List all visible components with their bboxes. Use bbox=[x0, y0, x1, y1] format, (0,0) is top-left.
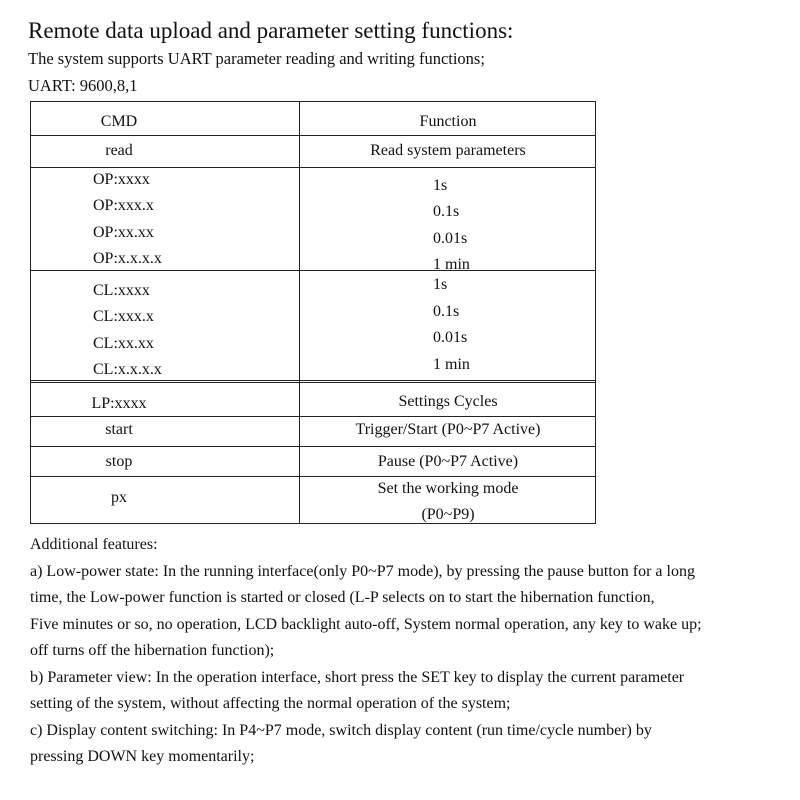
header-function: Function bbox=[419, 113, 477, 130]
cmd-cell: stop bbox=[105, 453, 133, 470]
feature-line: pressing DOWN key momentarily; bbox=[30, 748, 255, 765]
table-header-row bbox=[31, 102, 595, 136]
cmd-cell: CL:xxx.x bbox=[93, 308, 154, 325]
additional-heading: Additional features: bbox=[30, 536, 158, 553]
cmd-cell: LP:xxxx bbox=[91, 395, 147, 412]
intro-text: The system supports UART parameter reading and writing functions; bbox=[28, 49, 485, 68]
function-cell: 1 min bbox=[433, 256, 470, 273]
cmd-cell: px bbox=[111, 489, 127, 506]
function-cell: (P0~P9) bbox=[421, 506, 475, 523]
table-row bbox=[31, 136, 595, 168]
cmd-cell: CL:xx.xx bbox=[93, 335, 154, 352]
header-cmd: CMD bbox=[100, 113, 138, 130]
feature-line: setting of the system, without affecting the normal operation of the system; bbox=[30, 695, 511, 712]
function-cell: 0.1s bbox=[433, 303, 460, 320]
table-row bbox=[31, 271, 595, 383]
feature-line: c) Display content switching: In P4~P7 mode, switch display content (run time/cycle number) by bbox=[30, 721, 652, 739]
function-cell: 1s bbox=[433, 276, 448, 293]
command-table bbox=[30, 101, 596, 524]
page-title: Remote data upload and parameter setting functions: bbox=[28, 18, 514, 43]
table-row bbox=[31, 477, 595, 523]
function-cell: Trigger/Start (P0~P7 Active) bbox=[355, 421, 541, 438]
table-row bbox=[31, 417, 595, 447]
feature-line: time, the Low-power function is started or closed (L-P selects on to start the hibernation function, bbox=[30, 589, 655, 606]
feature-line: b) Parameter view: In the operation interface, short press the SET key to display the current parameter bbox=[30, 668, 685, 686]
feature-line: Five minutes or so, no operation, LCD backlight auto-off, System normal operation, any key to wake up; bbox=[30, 615, 702, 633]
cmd-cell: start bbox=[105, 421, 133, 438]
table-row bbox=[31, 447, 595, 477]
cmd-cell: CL:xxxx bbox=[93, 282, 150, 299]
cmd-cell: OP:xxx.x bbox=[93, 197, 154, 214]
cmd-cell: read bbox=[105, 142, 133, 159]
function-cell: Read system parameters bbox=[370, 142, 526, 159]
function-cell: 1s bbox=[433, 177, 448, 194]
function-cell: Pause (P0~P7 Active) bbox=[377, 453, 519, 470]
function-cell: Settings Cycles bbox=[398, 393, 498, 410]
additional-features bbox=[30, 532, 795, 771]
feature-line: off turns off the hibernation function); bbox=[30, 642, 275, 659]
table-row bbox=[31, 168, 595, 271]
function-cell: 0.01s bbox=[433, 329, 468, 346]
feature-line: a) Low-power state: In the running interface(only P0~P7 mode), by pressing the pause button for a long bbox=[30, 562, 695, 580]
cmd-cell: OP:x.x.x.x bbox=[93, 250, 162, 267]
function-cell: 1 min bbox=[433, 356, 470, 373]
cmd-cell: OP:xx.xx bbox=[93, 224, 154, 241]
function-cell: 0.01s bbox=[433, 230, 468, 247]
table-row bbox=[31, 383, 595, 417]
function-cell: 0.1s bbox=[433, 203, 460, 220]
function-cell: Set the working mode bbox=[377, 480, 519, 497]
cmd-cell: CL:x.x.x.x bbox=[93, 361, 162, 378]
cmd-cell: OP:xxxx bbox=[93, 171, 150, 188]
uart-settings: UART: 9600,8,1 bbox=[28, 76, 138, 95]
